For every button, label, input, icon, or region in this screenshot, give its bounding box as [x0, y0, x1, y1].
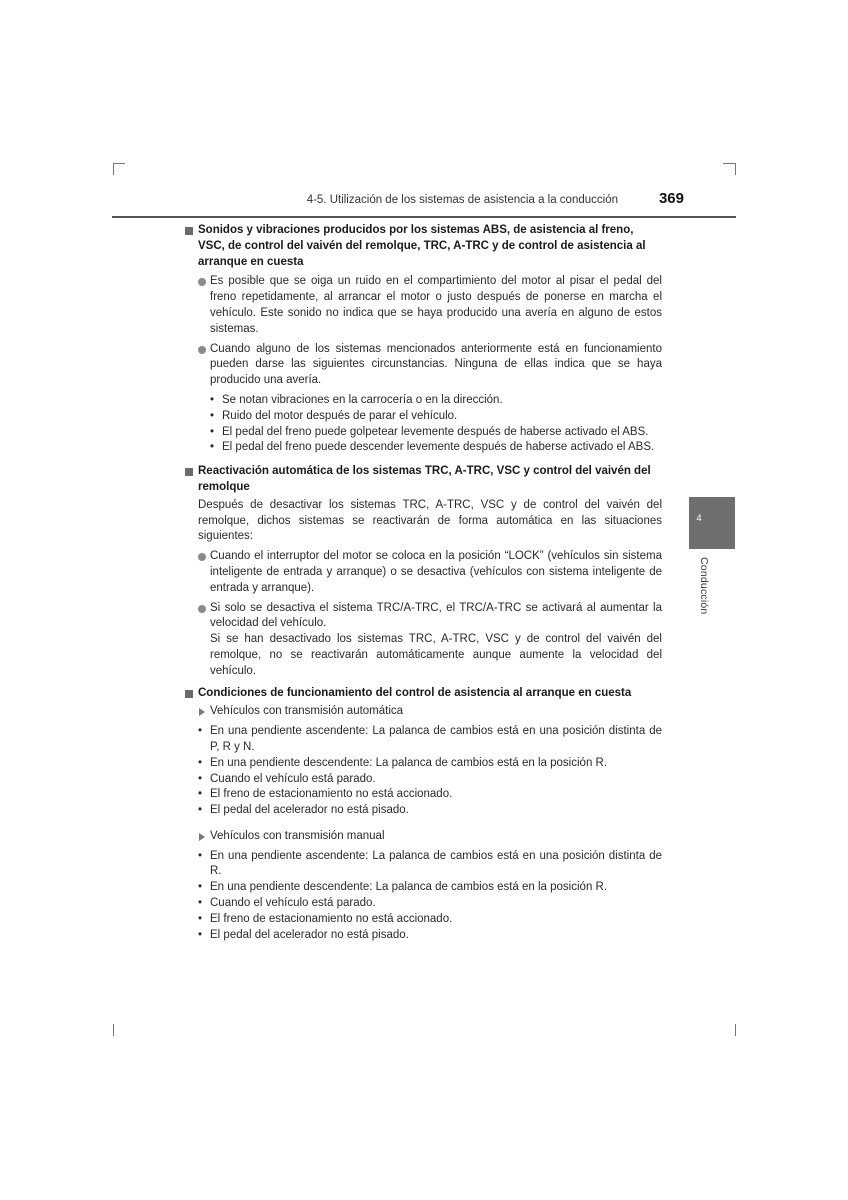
circle-bullet-icon — [198, 605, 206, 613]
sub-list-item-text: El pedal del freno puede descender levemente después de haberse activado el ABS. — [222, 441, 655, 454]
condition-item — [184, 912, 662, 928]
condition-list-automatic — [184, 724, 662, 819]
dot-bullet-icon: • — [210, 425, 215, 438]
circle-bullet-icon — [198, 278, 206, 286]
header-rule — [112, 216, 736, 218]
dot-bullet-icon: • — [198, 849, 203, 862]
triangle-bullet-icon — [199, 708, 205, 716]
crop-mark-top-left-v — [113, 163, 114, 175]
list-item — [184, 274, 662, 337]
list-item — [184, 601, 662, 633]
condition-text: El freno de estacionamiento no está accionado. — [210, 788, 453, 801]
chapter-tab — [689, 497, 735, 549]
condition-item — [184, 756, 662, 772]
dot-bullet-icon: • — [198, 897, 203, 910]
square-bullet-icon — [185, 468, 193, 476]
condition-item — [184, 880, 662, 896]
chapter-label: Conducción — [698, 557, 710, 615]
section-heading-sounds — [184, 223, 662, 270]
section-intro: Después de desactivar los sistemas TRC, A-TRC, VSC y de control del vaivén del remolque, dichos sistemas se reactivarán de forma automática en las situaciones siguientes: — [198, 498, 662, 543]
condition-text: En una pendiente ascendente: La palanca de cambios está en una posición distinta de R. — [210, 849, 662, 878]
square-bullet-icon — [185, 227, 193, 235]
sub-list-item — [184, 440, 662, 456]
sub-list-item — [184, 409, 662, 425]
condition-text: En una pendiente ascendente: La palanca de cambios está en una posición distinta de P, R y N. — [210, 725, 662, 753]
condition-item — [184, 896, 662, 912]
sub-list — [184, 393, 662, 456]
condition-text: En una pendiente descendente: La palanca de cambios está en la posición R. — [210, 756, 608, 769]
chapter-number: 4 — [696, 513, 702, 524]
section-heading-text: Reactivación automática de los sistemas TRC, A-TRC, VSC y control del vaivén del remolque — [198, 465, 651, 493]
sub-list-item-text: Se notan vibraciones en la carrocería o en la dirección. — [222, 393, 503, 406]
condition-item — [184, 787, 662, 803]
page-number: 369 — [658, 190, 684, 207]
dot-bullet-icon: • — [198, 756, 203, 769]
list-item-text: Es posible que se oiga un ruido en el compartimiento del motor al pisar el pedal del freno repetidamente, al arrancar el motor o justo después de ponerse en marcha el vehículo. Este sonido no indica que se haya producido una avería en alguno de estos sistemas. — [210, 275, 662, 335]
circle-bullet-icon — [198, 346, 206, 354]
section-heading-text: Condiciones de funcionamiento del control de asistencia al arranque en cuesta — [198, 686, 632, 699]
triangle-bullet-icon — [199, 833, 205, 841]
dot-bullet-icon: • — [210, 393, 215, 406]
crop-mark-bottom-left-v — [113, 1024, 114, 1036]
crop-mark-top-right-h — [723, 163, 735, 164]
subheading-manual — [184, 829, 662, 845]
condition-text: Cuando el vehículo está parado. — [210, 772, 376, 785]
section-note: Si se han desactivado los sistemas TRC, A-TRC, VSC y de control del vaivén del remolque, no se reactivarán automáticamente aunque aumente la velocidad del vehículo. — [210, 633, 662, 677]
header-title: 4-5. Utilización de los sistemas de asistencia a la conducción — [306, 194, 618, 206]
section-heading-hill-start — [184, 686, 662, 702]
condition-item — [184, 772, 662, 788]
section-heading-text: Sonidos y vibraciones producidos por los sistemas ABS, de asistencia al freno, VSC, de control del vaivén del remolque, TRC, A-TRC y de control de asistencia al arranque en cuesta — [198, 224, 646, 268]
condition-text: El freno de estacionamiento no está accionado. — [210, 912, 453, 925]
dot-bullet-icon: • — [198, 881, 203, 894]
sub-list-item-text: Ruido del motor después de parar el vehículo. — [222, 409, 458, 422]
square-bullet-icon — [185, 690, 193, 698]
condition-item — [184, 803, 662, 819]
crop-mark-top-left-h — [113, 163, 125, 164]
condition-item — [184, 724, 662, 756]
subheading-text: Vehículos con transmisión manual — [210, 829, 385, 842]
list-item-text: Si solo se desactiva el sistema TRC/A-TRC, el TRC/A-TRC se activará al aumentar la velocidad del vehículo. — [210, 601, 662, 630]
sub-list-item — [184, 425, 662, 441]
crop-mark-top-right-v — [735, 163, 736, 175]
page-header — [112, 190, 736, 218]
sub-list-item — [184, 393, 662, 409]
list-item — [184, 342, 662, 389]
subheading-text: Vehículos con transmisión automática — [210, 705, 404, 718]
condition-item — [184, 928, 662, 944]
condition-item — [184, 849, 662, 881]
dot-bullet-icon: • — [198, 788, 203, 801]
condition-text: En una pendiente descendente: La palanca de cambios está en la posición R. — [210, 881, 608, 894]
condition-text: El pedal del acelerador no está pisado. — [210, 928, 409, 941]
dot-bullet-icon: • — [198, 928, 203, 941]
subheading-automatic — [184, 704, 662, 720]
list-item-text: Cuando el interruptor del motor se coloca en la posición “LOCK” (vehículos sin sistema inteligente de entrada y arranque) o se desactiva (vehículos con sistema inteligente de entrada y arranque). — [210, 550, 662, 594]
sub-list-item-text: El pedal del freno puede golpetear levemente después de haberse activado el ABS. — [222, 425, 649, 438]
dot-bullet-icon: • — [198, 804, 203, 817]
crop-mark-bottom-right-v — [735, 1024, 736, 1036]
dot-bullet-icon: • — [210, 409, 215, 422]
condition-text: Cuando el vehículo está parado. — [210, 897, 376, 910]
list-item-text: Cuando alguno de los sistemas mencionados anteriormente está en funcionamiento pueden darse las siguientes circunstancias. Ninguna de ellas indica que se haya producido una avería. — [210, 342, 662, 387]
condition-text: El pedal del acelerador no está pisado. — [210, 804, 409, 817]
dot-bullet-icon: • — [210, 441, 215, 454]
page-content — [184, 223, 662, 943]
dot-bullet-icon: • — [198, 772, 203, 785]
circle-bullet-icon — [198, 553, 206, 561]
dot-bullet-icon: • — [198, 725, 203, 738]
list-item — [184, 549, 662, 596]
dot-bullet-icon: • — [198, 912, 203, 925]
condition-list-manual — [184, 849, 662, 944]
section-heading-reactivation — [184, 464, 662, 496]
